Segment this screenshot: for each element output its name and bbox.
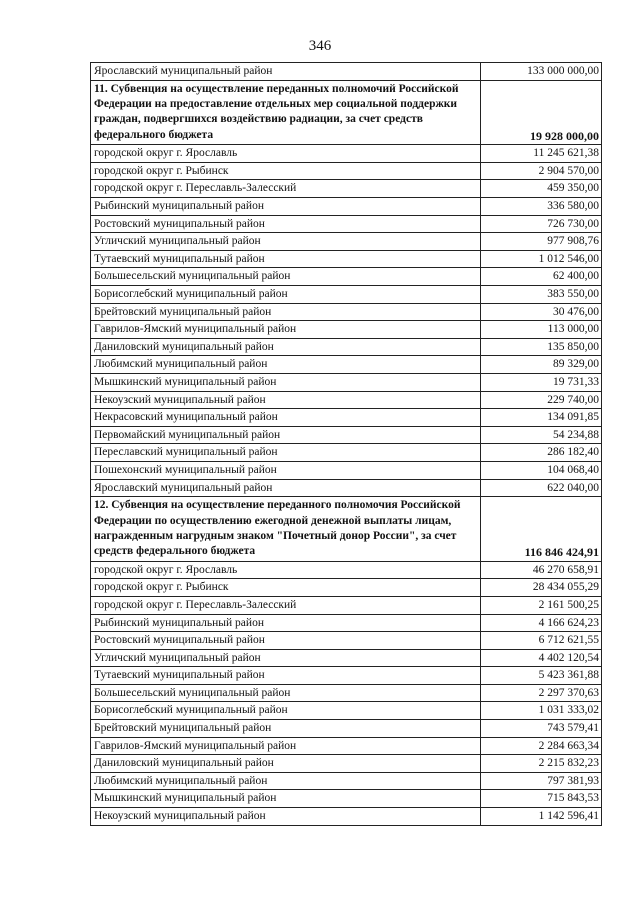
table-row [91, 391, 602, 409]
municipality-name: Ростовский муниципальный район [91, 215, 481, 233]
table-row [91, 614, 602, 632]
table-row [91, 649, 602, 667]
amount-value: 2 215 832,23 [481, 755, 602, 773]
amount-value: 977 908,76 [481, 233, 602, 251]
amount-value: 133 000 000,00 [481, 63, 602, 81]
municipality-name: Некоузский муниципальный район [91, 808, 481, 826]
amount-value: 1 031 333,02 [481, 702, 602, 720]
municipality-name: Даниловский муниципальный район [91, 338, 481, 356]
amount-value: 62 400,00 [481, 268, 602, 286]
amount-value: 715 843,53 [481, 790, 602, 808]
page-number: 346 [308, 38, 332, 54]
municipality-name: Гаврилов-Ямский муниципальный район [91, 321, 481, 339]
amount-value: 336 580,00 [481, 198, 602, 216]
table-row [91, 285, 602, 303]
amount-value: 2 904 570,00 [481, 162, 602, 180]
municipality-name: Переславский муниципальный район [91, 444, 481, 462]
amount-value: 4 166 624,23 [481, 614, 602, 632]
table-row [91, 303, 602, 321]
amount-value: 5 423 361,88 [481, 667, 602, 685]
amount-value: 1 012 546,00 [481, 250, 602, 268]
table-row [91, 684, 602, 702]
table-row [91, 215, 602, 233]
table-row [91, 737, 602, 755]
table-row [91, 461, 602, 479]
table-row [91, 808, 602, 826]
amount-value: 1 142 596,41 [481, 808, 602, 826]
table-row [91, 632, 602, 650]
amount-value: 19 731,33 [481, 373, 602, 391]
table-row [91, 444, 602, 462]
section-total: 19 928 000,00 [481, 80, 602, 145]
municipality-name: городской округ г. Ярославль [91, 145, 481, 163]
table-row [91, 667, 602, 685]
municipality-name: Тутаевский муниципальный район [91, 667, 481, 685]
amount-value: 30 476,00 [481, 303, 602, 321]
municipality-name: Мышкинский муниципальный район [91, 790, 481, 808]
section-title: 12. Субвенция на осуществление переданного полномочия Российской Федерации по осуществлению ежегодной денежной выплаты лицам, награжденным нагрудным знаком "Почетный донор России", за счет средств федерального бюджета [91, 497, 481, 562]
section-header-11 [91, 80, 602, 145]
table-row [91, 755, 602, 773]
table-row [91, 561, 602, 579]
municipality-name: городской округ г. Переславль-Залесский [91, 180, 481, 198]
municipality-name: Мышкинский муниципальный район [91, 373, 481, 391]
municipality-name: Некрасовский муниципальный район [91, 409, 481, 427]
table-row [91, 338, 602, 356]
amount-value: 28 434 055,29 [481, 579, 602, 597]
amount-value: 11 245 621,38 [481, 145, 602, 163]
table-row [91, 145, 602, 163]
table-row [91, 268, 602, 286]
municipality-name: Первомайский муниципальный район [91, 426, 481, 444]
amount-value: 229 740,00 [481, 391, 602, 409]
municipality-name: Гаврилов-Ямский муниципальный район [91, 737, 481, 755]
amount-value: 2 297 370,63 [481, 684, 602, 702]
amount-value: 459 350,00 [481, 180, 602, 198]
section-title: 11. Субвенция на осуществление переданных полномочий Российской Федерации на предоставление отдельных мер социальной поддержки граждан, подвергшихся воздействию радиации, за счет средств федерального бюджета [91, 80, 481, 145]
amount-value: 54 234,88 [481, 426, 602, 444]
table-row [91, 180, 602, 198]
municipality-name: городской округ г. Рыбинск [91, 162, 481, 180]
amount-value: 113 000,00 [481, 321, 602, 339]
table-row [91, 373, 602, 391]
municipality-name: городской округ г. Переславль-Залесский [91, 596, 481, 614]
table-row [91, 63, 602, 81]
amount-value: 743 579,41 [481, 720, 602, 738]
amount-value: 622 040,00 [481, 479, 602, 497]
table-row [91, 426, 602, 444]
municipality-name: Даниловский муниципальный район [91, 755, 481, 773]
table-row [91, 198, 602, 216]
section-header-12 [91, 497, 602, 562]
municipality-name: Ярославский муниципальный район [91, 63, 481, 81]
amount-value: 726 730,00 [481, 215, 602, 233]
table-row [91, 321, 602, 339]
municipality-name: Большесельский муниципальный район [91, 684, 481, 702]
municipality-name: городской округ г. Рыбинск [91, 579, 481, 597]
municipality-name: Пошехонский муниципальный район [91, 461, 481, 479]
municipality-name: Брейтовский муниципальный район [91, 720, 481, 738]
municipality-name: Большесельский муниципальный район [91, 268, 481, 286]
amount-value: 89 329,00 [481, 356, 602, 374]
table-row [91, 233, 602, 251]
amount-value: 2 284 663,34 [481, 737, 602, 755]
amount-value: 286 182,40 [481, 444, 602, 462]
municipality-name: Рыбинский муниципальный район [91, 198, 481, 216]
table-row [91, 579, 602, 597]
budget-table [90, 62, 602, 826]
municipality-name: Тутаевский муниципальный район [91, 250, 481, 268]
table-row [91, 162, 602, 180]
municipality-name: Ростовский муниципальный район [91, 632, 481, 650]
municipality-name: Борисоглебский муниципальный район [91, 285, 481, 303]
table-row [91, 772, 602, 790]
municipality-name: Ярославский муниципальный район [91, 479, 481, 497]
amount-value: 383 550,00 [481, 285, 602, 303]
municipality-name: городской округ г. Ярославль [91, 561, 481, 579]
table-row [91, 720, 602, 738]
municipality-name: Угличский муниципальный район [91, 233, 481, 251]
municipality-name: Любимский муниципальный район [91, 772, 481, 790]
amount-value: 797 381,93 [481, 772, 602, 790]
municipality-name: Борисоглебский муниципальный район [91, 702, 481, 720]
municipality-name: Любимский муниципальный район [91, 356, 481, 374]
municipality-name: Угличский муниципальный район [91, 649, 481, 667]
amount-value: 2 161 500,25 [481, 596, 602, 614]
municipality-name: Некоузский муниципальный район [91, 391, 481, 409]
municipality-name: Брейтовский муниципальный район [91, 303, 481, 321]
municipality-name: Рыбинский муниципальный район [91, 614, 481, 632]
table-row [91, 702, 602, 720]
table-row [91, 790, 602, 808]
amount-value: 134 091,85 [481, 409, 602, 427]
table-row [91, 356, 602, 374]
amount-value: 4 402 120,54 [481, 649, 602, 667]
table-row [91, 409, 602, 427]
section-total: 116 846 424,91 [481, 497, 602, 562]
table-row [91, 250, 602, 268]
amount-value: 6 712 621,55 [481, 632, 602, 650]
table-row [91, 479, 602, 497]
amount-value: 135 850,00 [481, 338, 602, 356]
amount-value: 104 068,40 [481, 461, 602, 479]
table-row [91, 596, 602, 614]
amount-value: 46 270 658,91 [481, 561, 602, 579]
